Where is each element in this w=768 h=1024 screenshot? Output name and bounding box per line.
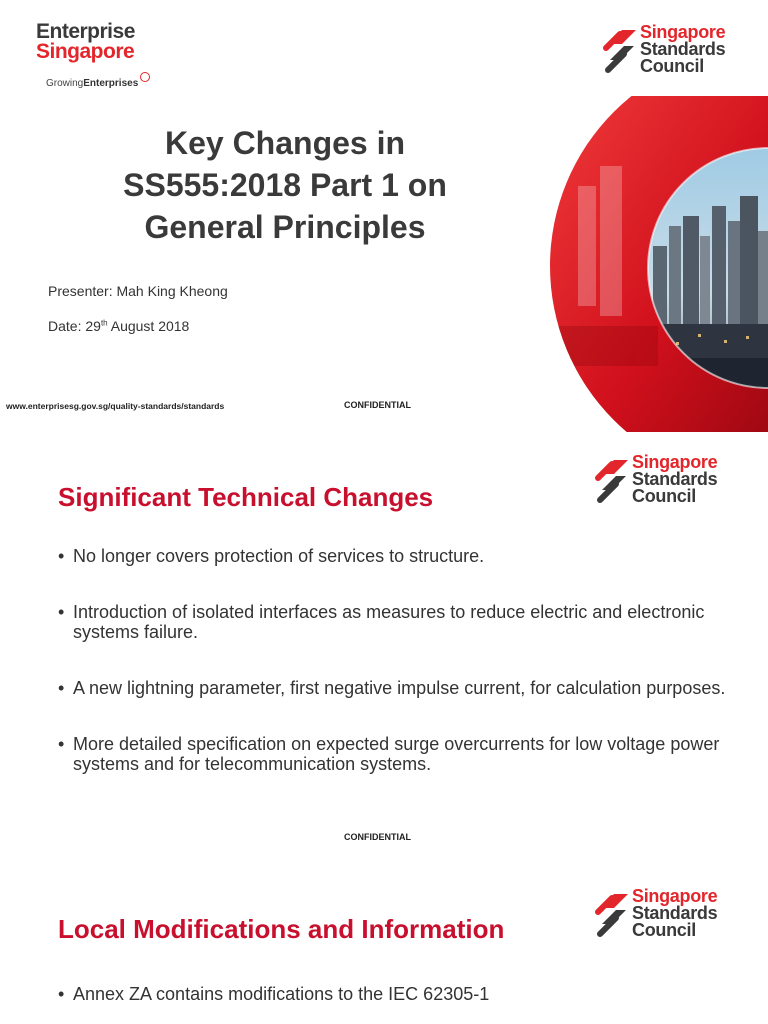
list-item: • No longer covers protection of services to structure. [58, 546, 738, 566]
slide-heading: Local Modifications and Information [58, 914, 505, 944]
ssc-line2: Standards [632, 469, 718, 489]
list-item: • More detailed specification on expected surge overcurrents for low voltage power systems and for telecommunication systems. [58, 734, 738, 774]
ssc-wordmark [640, 24, 725, 75]
smile-icon [140, 72, 150, 82]
ssc-line1: Singapore [632, 452, 718, 472]
ssc-mark-icon [602, 26, 642, 74]
ssc-mark-icon [594, 890, 634, 938]
es-tagline [46, 72, 150, 89]
city-skyline-image [548, 96, 768, 432]
ssc-line2: Standards [640, 39, 726, 59]
confidential-label: CONFIDENTIAL [344, 400, 411, 410]
ssc-line3: Council [632, 486, 696, 506]
ssc-line1: Singapore [640, 22, 726, 42]
es-logo-line2: Singapore [36, 40, 135, 63]
title-slide [0, 0, 768, 432]
title-line2: SS555:2018 Part 1 on [123, 167, 447, 203]
es-tagline-prefix: Growing [46, 78, 84, 89]
date-prefix: Date: 29 [48, 318, 101, 334]
es-tagline-bold: Enterprises [83, 78, 139, 89]
ssc-logo [588, 14, 748, 88]
technical-changes-slide [0, 432, 768, 864]
ssc-logo [580, 444, 740, 518]
list-item: • A new lightning parameter, first negative impulse current, for calculation purposes. [58, 678, 738, 698]
ssc-line2: Standards [632, 903, 718, 923]
list-item: • Introduction of isolated interfaces as measures to reduce electric and electronic systems failure. [58, 602, 738, 642]
slide-heading: Significant Technical Changes [58, 482, 434, 512]
ssc-mark-icon [594, 456, 634, 504]
ssc-wordmark [632, 454, 717, 505]
ssc-line1: Singapore [632, 886, 718, 906]
list-item: • Annex ZA contains modifications to the IEC 62305-1 [58, 984, 738, 1004]
ssc-logo [580, 878, 740, 952]
bullet-list [58, 984, 738, 1024]
website-url: www.enterprisesg.gov.sg/quality-standards/standards [6, 401, 225, 411]
slide-title [70, 122, 500, 248]
title-line3: General Principles [144, 209, 426, 245]
date-sup: th [100, 318, 108, 328]
date-suffix: August 2018 [107, 318, 190, 334]
ssc-wordmark [632, 888, 717, 939]
date-text [48, 318, 189, 334]
es-logo-line1: Enterprise [36, 20, 135, 43]
ssc-line3: Council [632, 920, 696, 940]
bullet-list [58, 546, 738, 810]
enterprise-singapore-logo [36, 22, 150, 89]
presenter-text: Presenter: Mah King Kheong [48, 283, 228, 299]
local-modifications-slide [0, 864, 768, 1024]
ssc-line3: Council [640, 56, 704, 76]
title-line1: Key Changes in [164, 125, 406, 161]
confidential-label: CONFIDENTIAL [344, 832, 411, 842]
